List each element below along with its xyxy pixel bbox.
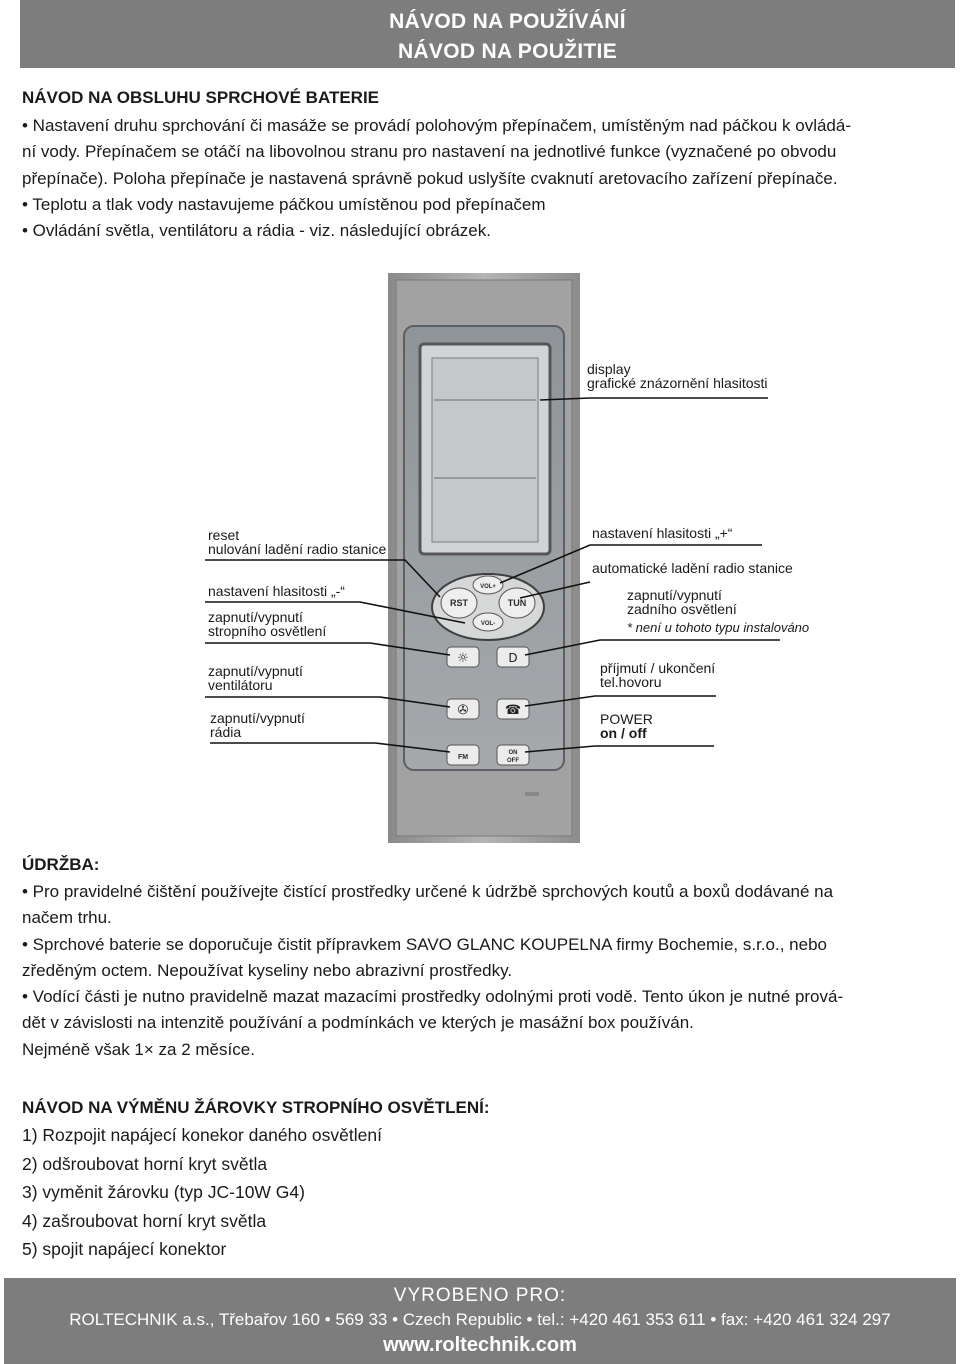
title-sk: NÁVOD NA POUŽITIE (398, 40, 617, 63)
fan-label-1: zapnutí/vypnutí (208, 663, 303, 679)
ceiling-light-label-2: stropního osvětlení (208, 623, 327, 639)
btn-fm-label: FM (457, 754, 469, 761)
bulb-steps-list (22, 1121, 942, 1264)
text-line: • Teplotu a tlak vody nastavujeme páčkou umístěnou pod přepínačem (22, 194, 546, 214)
phone-icon: ☎ (504, 703, 522, 718)
phone-label-2: tel.hovoru (600, 674, 662, 690)
power-label-2: on / off (600, 725, 647, 741)
tune-button[interactable] (499, 588, 535, 618)
section-heading-operation: NÁVOD NA OBSLUHU SPRCHOVÉ BATERIE (22, 88, 380, 107)
rear-light-label-2: zadního osvětlení (627, 601, 737, 617)
vol-minus-label: nastavení hlasitosti „-“ (208, 583, 345, 599)
footer-banner (4, 1278, 956, 1364)
ceiling-light-button[interactable] (447, 647, 479, 667)
ceiling-light-label-1: zapnutí/vypnutí (208, 609, 303, 625)
bulb-icon: ☼ (457, 651, 469, 666)
text-line: načem trhu. (22, 908, 112, 928)
text-line: ní vody. Přepínačem se otáčí na libovolnou stranu pro nastavení na jednotlivé funkce (vyznačené po obvodu (22, 142, 837, 162)
footer-address: ROLTECHNIK a.s., Třebařov 160 • 569 33 • Czech Republic • tel.: +420 461 353 611 • fax: +420 461 324 297 (69, 1310, 891, 1329)
volume-up-button[interactable] (473, 576, 503, 594)
text-line: • Vodící části je nutno pravidelně mazat mazacími prostředky odolnými proti vodě. Tento úkon je nutné prová- (22, 987, 844, 1007)
radio-label-2: rádia (210, 724, 242, 740)
power-label-1: POWER (600, 711, 653, 727)
fan-label-2: ventilátoru (208, 677, 273, 693)
section-heading-bulb: NÁVOD NA VÝMĚNU ŽÁROVKY STROPNÍHO OSVĚTLENÍ: (22, 1098, 490, 1117)
btn-off-label: OFF (507, 758, 519, 764)
list-item: 3) vyměnit žárovku (typ JC-10W G4) (22, 1182, 305, 1203)
list-item: 4) zašroubovat horní kryt světla (22, 1210, 267, 1231)
btn-vol-down-label: VOL- (480, 621, 496, 627)
radio-button[interactable] (447, 745, 479, 765)
volume-down-button[interactable] (473, 613, 503, 631)
btn-rst-label: RST (450, 598, 468, 608)
auto-tune-label: automatické ladění radio stanice (592, 560, 793, 576)
reset-label: reset (208, 527, 240, 543)
rear-light-icon: D (508, 651, 518, 665)
text-line: dět v závislosti na intenzitě používání a podmínkách ve kterých je masážní box používán. (22, 1013, 694, 1033)
display-label: display (587, 361, 631, 377)
reset-button[interactable] (441, 588, 477, 618)
text-line: Nejméně však 1× za 2 měsíce. (22, 1039, 255, 1059)
footer-title: VYROBENO PRO: (393, 1285, 567, 1306)
rear-light-button[interactable] (497, 647, 529, 667)
section-body-maintenance (22, 879, 942, 1063)
text-line: • Sprchové baterie se doporučuje čistit přípravkem SAVO GLANC KOUPELNA firmy Bochemie, s.r.o., nebo (22, 934, 827, 954)
text-line: přepínače). Poloha přepínače je nastavená správně pokud uslyšíte cvaknutí aretovacího zařízení přepínače. (22, 168, 838, 188)
footer-web-link[interactable]: www.roltechnik.com (383, 1334, 577, 1356)
fan-button[interactable] (447, 699, 479, 719)
section-heading-maintenance: ÚDRŽBA: (22, 855, 100, 874)
text-line: • Pro pravidelné čištění používejte čistící prostředky určené k údržbě sprchových koutů a boxů dodávané na (22, 882, 834, 901)
power-button[interactable] (497, 745, 529, 765)
phone-label-1: příjmutí / ukončení (600, 660, 716, 676)
vol-plus-label: nastavení hlasitosti „+“ (592, 525, 733, 541)
reset-sub-label: nulování ladění radio stanice (208, 541, 387, 557)
title-cz: NÁVOD NA POUŽÍVÁNÍ (389, 10, 626, 33)
radio-label-1: zapnutí/vypnutí (210, 710, 305, 726)
text-line: zředěným octem. Nepoužívat kyseliny nebo abrazivní prostředky. (22, 960, 513, 980)
btn-tun-label: TUN (507, 598, 527, 608)
text-line: • Nastavení druhu sprchování či masáže se provádí polohovým přepínačem, umístěným nad páčkou k ovládá- (22, 116, 851, 135)
btn-on-label: ON (508, 750, 518, 756)
text-line: • Ovládání světla, ventilátoru a rádia - viz. následující obrázek. (22, 221, 491, 241)
rear-light-note: * není u tohoto typu instalováno (627, 620, 810, 635)
list-item: 2) odšroubovat horní kryt světla (22, 1153, 268, 1174)
list-item: 5) spojit napájecí konektor (22, 1239, 227, 1260)
list-item: 1) Rozpojit napájecí konekor daného osvětlení (22, 1125, 382, 1145)
rear-light-label-1: zapnutí/vypnutí (627, 587, 722, 603)
display-sub-label: grafické znázornění hlasitosti (587, 375, 768, 391)
phone-button[interactable] (497, 699, 529, 719)
btn-vol-up-label: VOL+ (480, 584, 496, 590)
fan-icon: ✇ (457, 703, 469, 718)
